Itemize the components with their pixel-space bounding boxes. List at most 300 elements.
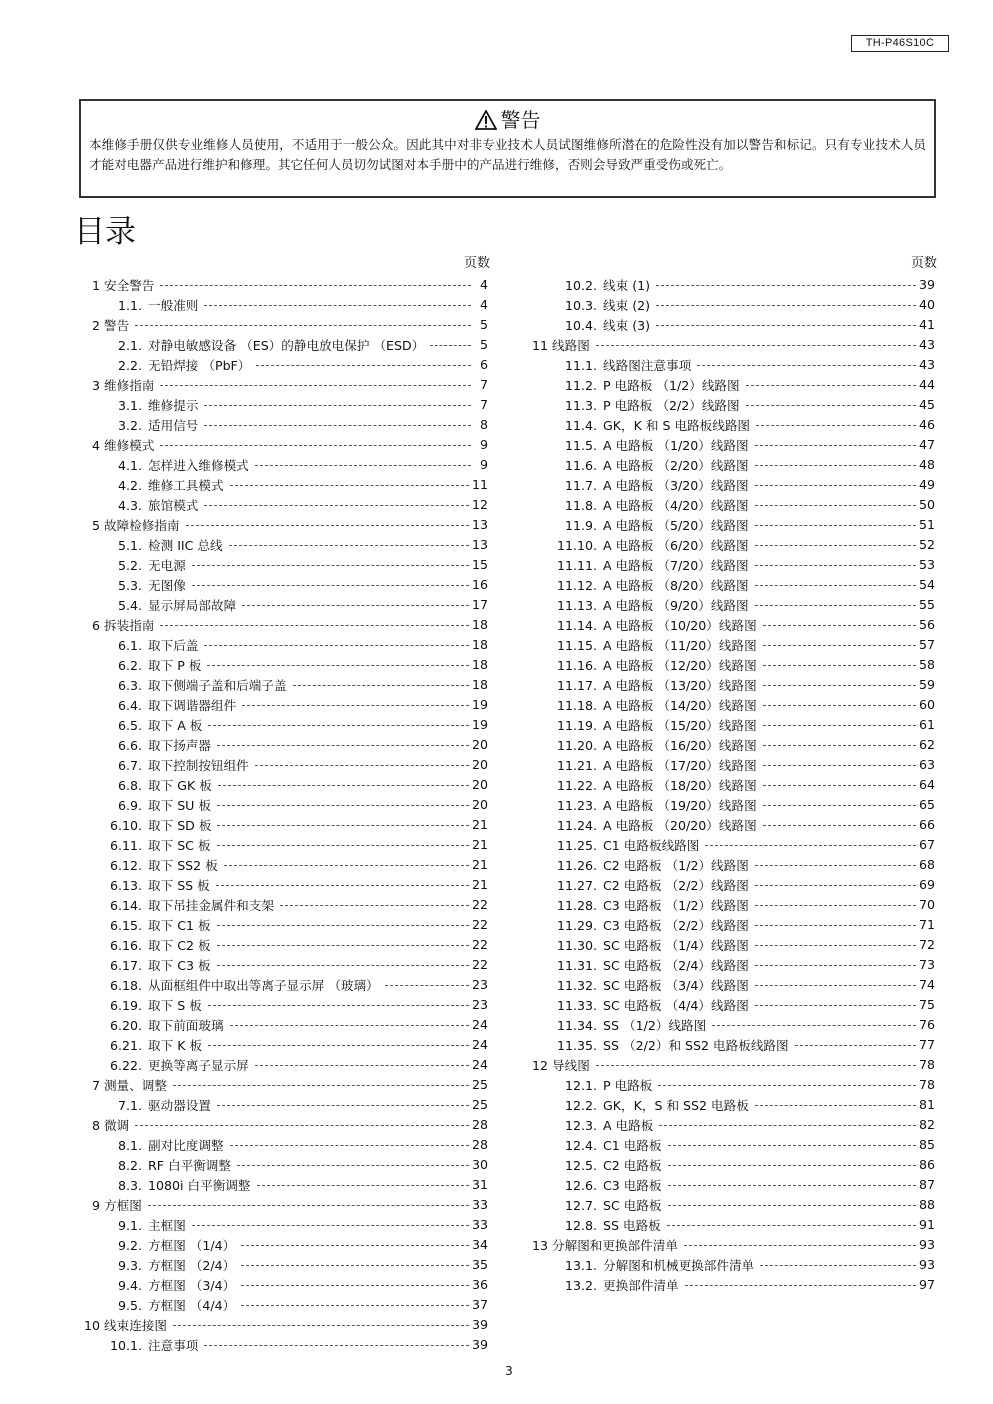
toc-entry[interactable] <box>80 1174 490 1194</box>
toc-entry-number: 3.1. <box>117 397 142 413</box>
toc-entry-title: 拆装指南 <box>104 617 155 633</box>
toc-entry-number: 11.1. <box>564 357 597 373</box>
toc-entry[interactable] <box>530 374 937 394</box>
toc-entry-title: GK，K 和 S 电路板线路图 <box>603 417 751 433</box>
toc-entry-page: 21 <box>471 876 488 892</box>
toc-entry[interactable] <box>80 314 490 334</box>
toc-entry-title: SC 电路板 <box>603 1197 662 1213</box>
toc-entry-label <box>80 1215 186 1234</box>
toc-entry[interactable] <box>80 1234 490 1254</box>
toc-entry-number: 11.28. <box>556 897 597 913</box>
toc-entry[interactable] <box>530 754 937 774</box>
toc-entry-number: 10.1. <box>109 1337 142 1353</box>
toc-entry-label <box>80 1295 235 1314</box>
toc-entry[interactable] <box>80 1274 490 1294</box>
toc-entry-title: 导线图 <box>552 1057 590 1073</box>
toc-entry-page: 86 <box>918 1156 935 1172</box>
toc-entry-number: 6.1. <box>117 637 142 653</box>
toc-entry-number: 6.8. <box>117 777 142 793</box>
toc-entry[interactable] <box>530 674 937 694</box>
toc-entry-label <box>530 995 749 1014</box>
toc-entry-label <box>530 835 699 854</box>
toc-entry-page: 45 <box>918 396 935 412</box>
toc-entry[interactable] <box>80 494 490 514</box>
toc-entry[interactable] <box>80 654 490 674</box>
toc-entry-title: 更换部件清单 <box>603 1277 679 1293</box>
toc-entry-page: 20 <box>471 736 488 752</box>
toc-entry[interactable] <box>530 1094 937 1114</box>
toc-entry-title: A 电路板 （6/20）线路图 <box>603 537 749 553</box>
toc-entry-number: 12.8. <box>564 1217 597 1233</box>
toc-entry[interactable] <box>530 914 937 934</box>
toc-entry-title: A 电路板 （3/20）线路图 <box>603 477 749 493</box>
toc-entry-label <box>80 335 424 354</box>
leader-dots <box>217 745 469 746</box>
toc-entry-label <box>80 995 202 1014</box>
toc-entry-label <box>80 575 186 594</box>
toc-entry-label <box>80 375 154 394</box>
toc-entry-title: 检测 IIC 总线 <box>148 537 223 553</box>
toc-entry-label <box>530 515 749 534</box>
toc-entry-label <box>530 715 757 734</box>
toc-entry[interactable] <box>80 894 490 914</box>
toc-entry[interactable] <box>80 514 490 534</box>
toc-entry-label <box>80 755 249 774</box>
leader-dots <box>230 1025 469 1026</box>
toc-entry[interactable] <box>80 794 490 814</box>
leader-dots <box>746 405 916 406</box>
toc-entry[interactable] <box>530 274 937 294</box>
leader-dots <box>160 285 471 286</box>
toc-entry-label <box>530 535 749 554</box>
toc-entry-label <box>530 595 749 614</box>
toc-entry[interactable] <box>530 1114 937 1134</box>
toc-entry[interactable] <box>530 1034 937 1054</box>
toc-entry-number: 4.2. <box>117 477 142 493</box>
toc-entry-title: SS （2/2）和 SS2 电路板线路图 <box>603 1037 789 1053</box>
toc-entry[interactable] <box>530 354 937 374</box>
toc-entry-number: 11.22. <box>556 777 597 793</box>
toc-entry[interactable] <box>80 1134 490 1154</box>
toc-entry-number: 10.3. <box>564 297 597 313</box>
toc-entry-number: 3.2. <box>117 417 142 433</box>
toc-entry-page: 87 <box>918 1176 935 1192</box>
toc-entry[interactable] <box>80 594 490 614</box>
toc-entry[interactable] <box>530 1274 937 1294</box>
leader-dots <box>242 705 469 706</box>
toc-entry-number: 11.4. <box>564 417 597 433</box>
toc-entry[interactable] <box>80 1094 490 1114</box>
toc-entry[interactable] <box>80 1014 490 1034</box>
toc-entry[interactable] <box>530 434 937 454</box>
toc-entry-number: 7 <box>91 1077 100 1093</box>
toc-entry-page: 77 <box>918 1036 935 1052</box>
toc-entry[interactable] <box>80 974 490 994</box>
toc-entry-label <box>80 1195 142 1214</box>
toc-entry[interactable] <box>80 694 490 714</box>
toc-entry-page: 30 <box>471 1156 488 1172</box>
toc-entry[interactable] <box>80 274 490 294</box>
page-number: 3 <box>505 1364 513 1378</box>
toc-entry-number: 11.2. <box>564 377 597 393</box>
toc-entry-label <box>530 1095 749 1114</box>
toc-entry-title: 怎样进入维修模式 <box>148 457 249 473</box>
toc-entry-title: SC 电路板 （4/4）线路图 <box>603 997 749 1013</box>
toc-entry-title: A 电路板 （2/20）线路图 <box>603 457 749 473</box>
toc-entry-label <box>80 315 129 334</box>
leader-dots <box>148 1205 469 1206</box>
toc-entry-page: 91 <box>918 1216 935 1232</box>
toc-entry-page: 34 <box>471 1236 488 1252</box>
toc-entry-label <box>530 1115 653 1134</box>
toc-entry-page: 73 <box>918 956 935 972</box>
toc-entry[interactable] <box>80 674 490 694</box>
toc-entry[interactable] <box>530 1054 937 1074</box>
toc-entry[interactable] <box>530 894 937 914</box>
toc-entry[interactable] <box>80 874 490 894</box>
toc-entry-number: 6.14. <box>109 897 142 913</box>
leader-dots <box>763 645 916 646</box>
toc-entry[interactable] <box>530 974 937 994</box>
toc-entry-page: 6 <box>479 356 488 372</box>
toc-entry[interactable] <box>80 354 490 374</box>
toc-entry-page: 21 <box>471 836 488 852</box>
toc-entry[interactable] <box>530 1194 937 1214</box>
toc-entry-page: 15 <box>471 556 488 572</box>
toc-entry-number: 6.16. <box>109 937 142 953</box>
toc-entry-page: 62 <box>918 736 935 752</box>
toc-entry-number: 6.6. <box>117 737 142 753</box>
toc-entry-page: 21 <box>471 856 488 872</box>
toc-entry-label <box>530 635 757 654</box>
toc-entry-label <box>530 315 650 334</box>
toc-entry[interactable] <box>530 534 937 554</box>
toc-entry-page: 33 <box>471 1216 488 1232</box>
toc-entry-page: 78 <box>918 1056 935 1072</box>
toc-entry-title: 1080i 白平衡调整 <box>148 1177 251 1193</box>
toc-entry-label <box>530 755 757 774</box>
leader-dots <box>656 285 916 286</box>
leader-dots <box>160 625 469 626</box>
toc-entry[interactable] <box>80 434 490 454</box>
toc-entry[interactable] <box>80 774 490 794</box>
toc-entry[interactable] <box>530 734 937 754</box>
toc-entry-label <box>80 795 211 814</box>
toc-entry[interactable] <box>530 854 937 874</box>
toc-entry-title: 取下 GK 板 <box>148 777 212 793</box>
toc-entry-label <box>530 1155 662 1174</box>
toc-entry-label <box>80 395 198 414</box>
leader-dots <box>755 565 916 566</box>
toc-entry-title: A 电路板 （19/20）线路图 <box>603 797 757 813</box>
toc-entry[interactable] <box>530 774 937 794</box>
toc-entry[interactable] <box>530 1074 937 1094</box>
toc-entry-label <box>80 1235 235 1254</box>
toc-entry[interactable] <box>80 414 490 434</box>
toc-entry[interactable] <box>80 1294 490 1314</box>
toc-entry[interactable] <box>530 1154 937 1174</box>
toc-entry[interactable] <box>80 554 490 574</box>
toc-entry-label <box>80 515 180 534</box>
toc-entry-page: 18 <box>471 616 488 632</box>
toc-entry-title: A 电路板 （8/20）线路图 <box>603 577 749 593</box>
toc-entry-title: 取下前面玻璃 <box>148 1017 224 1033</box>
toc-entry-title: A 电路板 （16/20）线路图 <box>603 737 757 753</box>
toc-entry[interactable] <box>80 834 490 854</box>
toc-entry-number: 11.15. <box>556 637 597 653</box>
toc-entry-number: 11.29. <box>556 917 597 933</box>
toc-entry-title: 取下 P 板 <box>148 657 202 673</box>
toc-entry-number: 6.18. <box>109 977 142 993</box>
toc-entry-title: A 电路板 （20/20）线路图 <box>603 817 757 833</box>
leader-dots <box>293 685 469 686</box>
leader-dots <box>256 365 471 366</box>
toc-entry[interactable] <box>80 994 490 1014</box>
toc-entry[interactable] <box>80 1114 490 1134</box>
toc-entry-label <box>530 735 757 754</box>
toc-entry[interactable] <box>530 294 937 314</box>
toc-entry-title: C3 电路板 （1/2）线路图 <box>603 897 749 913</box>
toc-entry[interactable] <box>530 514 937 534</box>
toc-entry-page: 93 <box>918 1236 935 1252</box>
toc-entry-page: 60 <box>918 696 935 712</box>
toc-entry-label <box>80 1135 224 1154</box>
toc-entry[interactable] <box>530 694 937 714</box>
toc-entry-label <box>530 1255 754 1274</box>
toc-entry[interactable] <box>80 954 490 974</box>
leader-dots <box>763 685 916 686</box>
toc-entry[interactable] <box>530 474 937 494</box>
toc-entry[interactable] <box>530 1134 937 1154</box>
toc-entry[interactable] <box>80 574 490 594</box>
toc-entry[interactable] <box>530 574 937 594</box>
toc-entry-title: A 电路板 （5/20）线路图 <box>603 517 749 533</box>
toc-entry[interactable] <box>530 394 937 414</box>
toc-entry[interactable] <box>530 614 937 634</box>
toc-entry[interactable] <box>530 654 937 674</box>
toc-entry-title: 取下扬声器 <box>148 737 211 753</box>
toc-entry[interactable] <box>80 1054 490 1074</box>
toc-entry-label <box>80 935 211 954</box>
toc-entry-label <box>80 455 249 474</box>
toc-column-right <box>530 254 937 1294</box>
leader-dots <box>430 345 471 346</box>
leader-dots <box>280 905 469 906</box>
toc-entry[interactable] <box>80 634 490 654</box>
toc-entry[interactable] <box>80 814 490 834</box>
toc-entry-page: 25 <box>471 1076 488 1092</box>
toc-entry-number: 9.5. <box>117 1297 142 1313</box>
toc-entry-page: 20 <box>471 796 488 812</box>
toc-entry[interactable] <box>530 874 937 894</box>
toc-entry-number: 9.3. <box>117 1257 142 1273</box>
leader-dots <box>135 1125 469 1126</box>
leader-dots <box>705 845 916 846</box>
toc-entry[interactable] <box>80 1074 490 1094</box>
toc-entry[interactable] <box>80 1314 490 1334</box>
toc-entry-title: A 电路板 （9/20）线路图 <box>603 597 749 613</box>
toc-entry[interactable] <box>530 1014 937 1034</box>
toc-entry[interactable] <box>80 394 490 414</box>
toc-entry-number: 11.25. <box>556 837 597 853</box>
toc-entry-label <box>80 355 250 374</box>
toc-entry[interactable] <box>530 454 937 474</box>
toc-column-left <box>80 254 490 1354</box>
toc-entry[interactable] <box>80 714 490 734</box>
toc-entry-label <box>80 595 236 614</box>
toc-entry-number: 5.4. <box>117 597 142 613</box>
toc-entry-label <box>530 1135 662 1154</box>
toc-entry[interactable] <box>530 634 937 654</box>
toc-entry-number: 11.6. <box>564 457 597 473</box>
toc-entry-label <box>530 295 650 314</box>
warning-title-text: 警告 <box>500 108 541 132</box>
toc-entry-number: 6.19. <box>109 997 142 1013</box>
toc-entry-label <box>80 735 211 754</box>
toc-entry[interactable] <box>530 834 937 854</box>
toc-entry-page: 20 <box>471 776 488 792</box>
leader-dots <box>192 565 469 566</box>
leader-dots <box>173 1325 469 1326</box>
toc-entry-page: 7 <box>479 396 488 412</box>
toc-entry-label <box>530 1075 652 1094</box>
toc-entry[interactable] <box>80 854 490 874</box>
toc-entry-number: 11.3. <box>564 397 597 413</box>
toc-entry[interactable] <box>530 334 937 354</box>
toc-entry[interactable] <box>80 294 490 314</box>
toc-entry[interactable] <box>80 1154 490 1174</box>
toc-entry-label <box>80 1315 167 1334</box>
toc-entry-number: 6.2. <box>117 657 142 673</box>
toc-entry-label <box>80 815 211 834</box>
leader-dots <box>697 365 916 366</box>
toc-entry-page: 39 <box>471 1316 488 1332</box>
toc-entry[interactable] <box>530 594 937 614</box>
toc-entry-title: 维修工具模式 <box>148 477 224 493</box>
toc-entry[interactable] <box>530 554 937 574</box>
toc-entry-page: 19 <box>471 716 488 732</box>
toc-entry[interactable] <box>80 534 490 554</box>
toc-entry-page: 75 <box>918 996 935 1012</box>
toc-entry[interactable] <box>80 454 490 474</box>
toc-entry-number: 3 <box>91 377 100 393</box>
leader-dots <box>217 945 469 946</box>
toc-entry-page: 24 <box>471 1016 488 1032</box>
toc-entry-title: 对静电敏感设备 （ES）的静电放电保护 （ESD） <box>148 337 425 353</box>
toc-entry[interactable] <box>530 714 937 734</box>
toc-entry-title: SC 电路板 （1/4）线路图 <box>603 937 749 953</box>
toc-entry-label <box>530 335 590 354</box>
toc-entry-number: 12.5. <box>564 1157 597 1173</box>
toc-entry-number: 11.32. <box>556 977 597 993</box>
toc-entry-title: 取下 C1 板 <box>148 917 211 933</box>
toc-entry-title: 取下吊挂金属件和支架 <box>148 897 274 913</box>
toc-entry[interactable] <box>80 734 490 754</box>
toc-entry-title: 更换等离子显示屏 <box>148 1057 249 1073</box>
leader-dots <box>192 1225 469 1226</box>
toc-entry-number: 12 <box>531 1057 548 1073</box>
toc-entry-title: 取下 SC 板 <box>148 837 211 853</box>
toc-entry[interactable] <box>80 754 490 774</box>
toc-entry-label <box>80 1055 249 1074</box>
toc-entry[interactable] <box>80 1254 490 1274</box>
toc-entry[interactable] <box>530 414 937 434</box>
toc-entry[interactable] <box>530 1174 937 1194</box>
toc-entry-title: A 电路板 （1/20）线路图 <box>603 437 749 453</box>
toc-entry[interactable] <box>530 1214 937 1234</box>
leader-dots <box>659 1125 916 1126</box>
toc-entry-number: 11.14. <box>556 617 597 633</box>
toc-entry[interactable] <box>530 314 937 334</box>
leader-dots <box>755 1005 916 1006</box>
toc-entry-title: C2 电路板 （2/2）线路图 <box>603 877 749 893</box>
toc-entry-title: 分解图和机械更换部件清单 <box>603 1257 755 1273</box>
toc-entry-label <box>530 495 749 514</box>
toc-entry-title: 无电源 <box>148 557 186 573</box>
toc-entry-label <box>530 775 757 794</box>
toc-entry-title: 方框图 <box>104 1197 142 1213</box>
toc-entry[interactable] <box>530 994 937 1014</box>
toc-entry[interactable] <box>80 1334 490 1354</box>
toc-entry[interactable] <box>530 814 937 834</box>
toc-entry[interactable] <box>80 334 490 354</box>
toc-entry-label <box>530 575 749 594</box>
toc-entry[interactable] <box>80 1214 490 1234</box>
toc-entry[interactable] <box>80 1034 490 1054</box>
toc-entry-label <box>80 875 210 894</box>
toc-entry[interactable] <box>80 934 490 954</box>
toc-entry[interactable] <box>530 494 937 514</box>
leader-dots <box>208 1045 469 1046</box>
toc-entry[interactable] <box>530 1254 937 1274</box>
leader-dots <box>241 1305 469 1306</box>
toc-entry-number: 11.16. <box>556 657 597 673</box>
toc-entry[interactable] <box>80 374 490 394</box>
toc-entry-page: 49 <box>918 476 935 492</box>
toc-entry[interactable] <box>80 914 490 934</box>
toc-entry-title: SS 电路板 <box>603 1217 661 1233</box>
toc-entry-page: 56 <box>918 616 935 632</box>
toc-entry-page: 36 <box>471 1276 488 1292</box>
toc-entry[interactable] <box>530 1234 937 1254</box>
leader-dots <box>763 705 916 706</box>
leader-dots <box>173 1085 469 1086</box>
leader-dots <box>230 1145 469 1146</box>
toc-entry-label <box>80 895 274 914</box>
toc-entry-number: 11.20. <box>556 737 597 753</box>
toc-entry-title: 警告 <box>104 317 130 333</box>
leader-dots <box>186 525 469 526</box>
toc-entry-title: 方框图 （3/4） <box>148 1277 236 1293</box>
toc-entry-title: 取下 SU 板 <box>148 797 211 813</box>
toc-entry-number: 4.3. <box>117 497 142 513</box>
toc-entry-page: 69 <box>918 876 935 892</box>
leader-dots <box>241 1285 469 1286</box>
toc-entry-title: 线路图注意事项 <box>603 357 692 373</box>
leader-dots <box>160 385 471 386</box>
toc-entry[interactable] <box>530 794 937 814</box>
toc-entry[interactable] <box>80 614 490 634</box>
toc-entry[interactable] <box>530 934 937 954</box>
toc-entry-number: 11.23. <box>556 797 597 813</box>
toc-entry-title: A 电路板 （15/20）线路图 <box>603 717 757 733</box>
toc-entry[interactable] <box>530 954 937 974</box>
toc-entry-number: 6.3. <box>117 677 142 693</box>
toc-entry[interactable] <box>80 474 490 494</box>
model-number: TH-P46S10C <box>851 35 949 52</box>
toc-entry-page: 85 <box>918 1136 935 1152</box>
toc-entry[interactable] <box>80 1194 490 1214</box>
